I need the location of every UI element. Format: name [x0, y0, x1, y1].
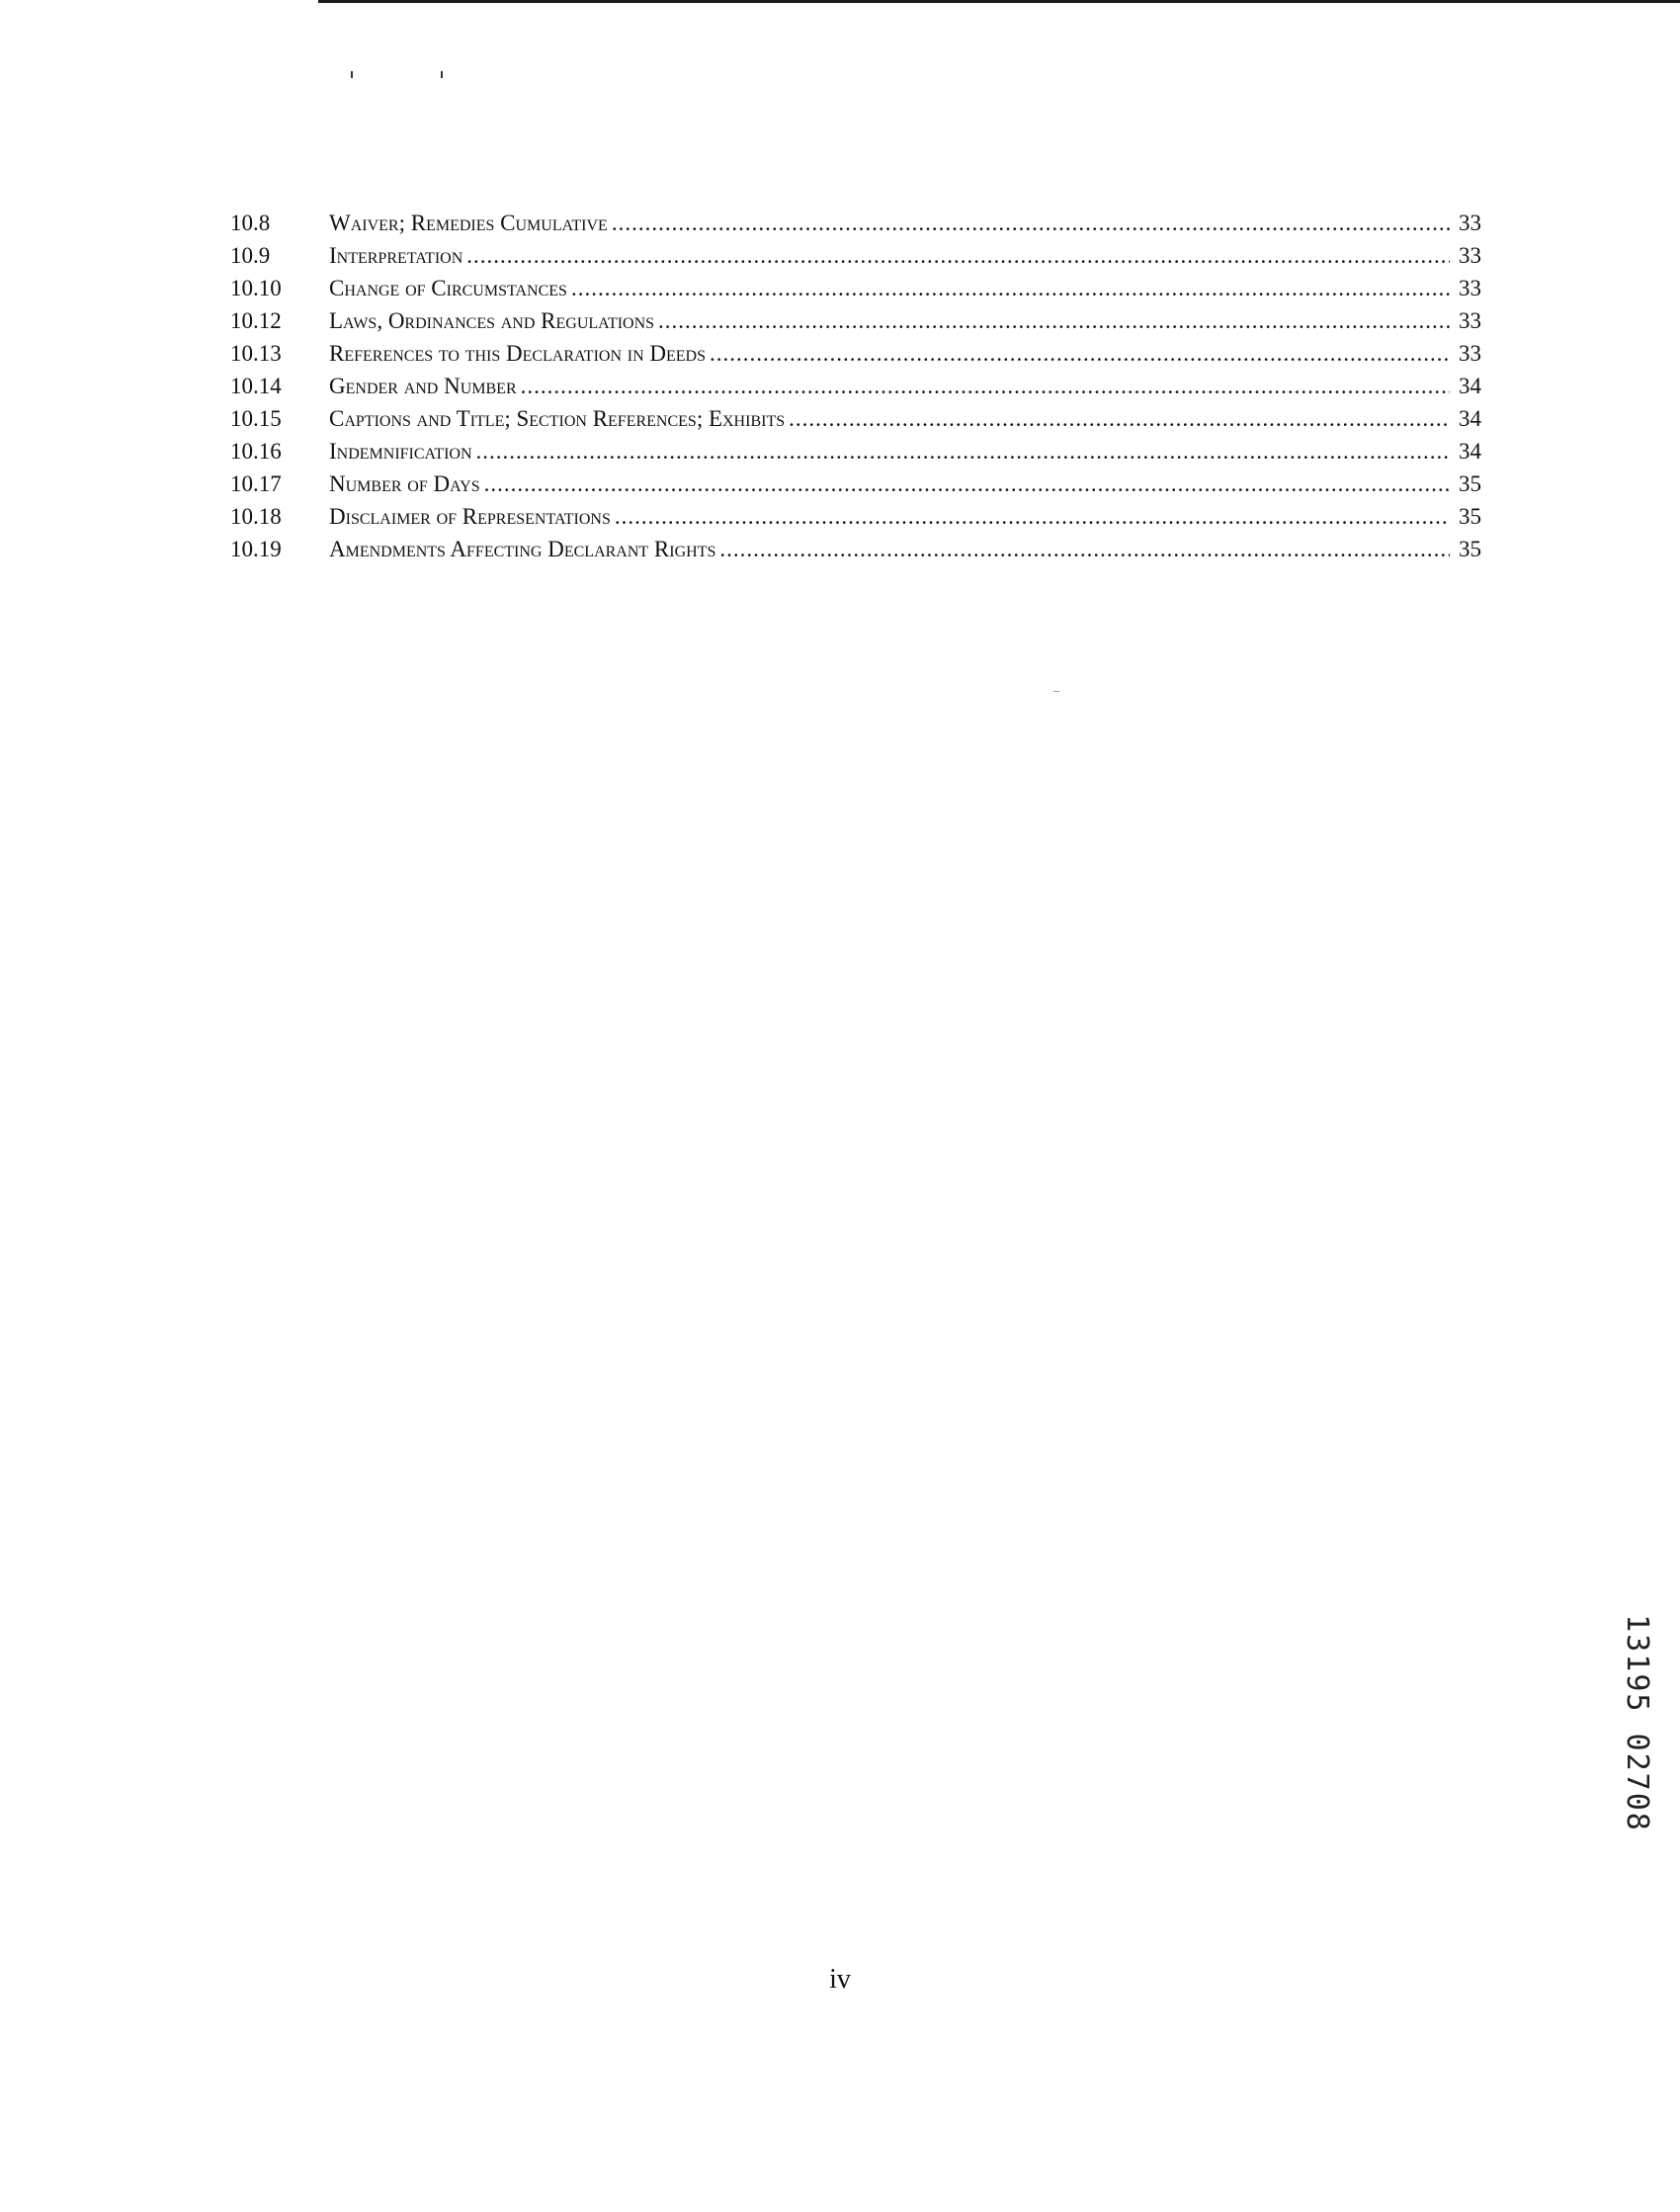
- dot-leader: [719, 533, 1450, 565]
- toc-section-title: Interpretation: [329, 243, 463, 268]
- dot-leader: [466, 239, 1450, 272]
- dot-leader: [521, 370, 1450, 402]
- dot-leader: [615, 500, 1450, 533]
- top-border-line: [318, 0, 1680, 3]
- toc-section-number: 10.16: [230, 439, 282, 464]
- toc-entry[interactable]: [230, 500, 1481, 533]
- toc-section-title: Change of Circumstances: [329, 276, 567, 300]
- toc-entry[interactable]: [230, 272, 1481, 304]
- toc-entry[interactable]: [230, 207, 1481, 239]
- toc-entry[interactable]: [230, 468, 1481, 500]
- dot-leader: [476, 435, 1450, 468]
- toc-page-number: 33: [1459, 341, 1481, 366]
- toc-section-title: References to this Declaration in Deeds: [329, 341, 707, 366]
- toc-entry[interactable]: [230, 370, 1481, 402]
- toc-entry[interactable]: [230, 533, 1481, 565]
- toc-page-number: 35: [1459, 504, 1481, 529]
- toc-section-title: Captions and Title; Section References; Exhibits: [329, 406, 786, 431]
- toc-page-number: 33: [1459, 276, 1481, 300]
- toc-section-title: Disclaimer of Representations: [329, 504, 611, 529]
- toc-page-number: 33: [1459, 211, 1481, 235]
- toc-section-title: Laws, Ordinances and Regulations: [329, 308, 655, 333]
- scan-mark: [351, 71, 353, 78]
- toc-entry[interactable]: [230, 402, 1481, 435]
- toc-section-title: Gender and Number: [329, 374, 517, 398]
- toc-entry[interactable]: [230, 337, 1481, 370]
- dot-leader: [484, 468, 1450, 500]
- toc-section-title: Indemnification: [329, 439, 472, 464]
- toc-page-number: 34: [1459, 439, 1481, 464]
- toc-section-number: 10.9: [230, 243, 271, 268]
- toc-page-number: 35: [1459, 471, 1481, 496]
- dot-leader: [789, 402, 1450, 435]
- document-stamp: [1617, 1589, 1656, 1856]
- dot-leader: [612, 207, 1450, 239]
- toc-entry[interactable]: [230, 304, 1481, 337]
- toc-section-number: 10.8: [230, 211, 271, 235]
- toc-section-title: Amendments Affecting Declarant Rights: [329, 537, 716, 561]
- toc-section-title: Waiver; Remedies Cumulative: [329, 211, 608, 235]
- toc-page-number: 34: [1459, 374, 1481, 398]
- dot-leader: [571, 272, 1450, 304]
- toc-page-number: 35: [1459, 537, 1481, 561]
- toc-page-number: 33: [1459, 308, 1481, 333]
- toc-section-number: 10.14: [230, 374, 282, 398]
- toc-page-number: 33: [1459, 243, 1481, 268]
- toc-section-number: 10.12: [230, 308, 282, 333]
- toc-section-number: 10.17: [230, 471, 282, 496]
- toc-section-number: 10.15: [230, 406, 282, 431]
- toc-section-title: Number of Days: [329, 471, 480, 496]
- page-number: iv: [829, 1964, 851, 1995]
- toc-page-number: 34: [1459, 406, 1481, 431]
- scan-speck: [1053, 691, 1059, 692]
- toc-entry[interactable]: [230, 239, 1481, 272]
- toc-entry[interactable]: [230, 435, 1481, 468]
- toc-section-number: 10.18: [230, 504, 282, 529]
- toc-section-number: 10.10: [230, 276, 282, 300]
- dot-leader: [658, 304, 1450, 337]
- stamp-number: 13195 02708: [1619, 1613, 1654, 1832]
- toc-section-number: 10.19: [230, 537, 282, 561]
- toc-section-number: 10.13: [230, 341, 282, 366]
- table-of-contents: [230, 207, 1481, 565]
- scan-mark: [441, 71, 443, 78]
- dot-leader: [710, 337, 1450, 370]
